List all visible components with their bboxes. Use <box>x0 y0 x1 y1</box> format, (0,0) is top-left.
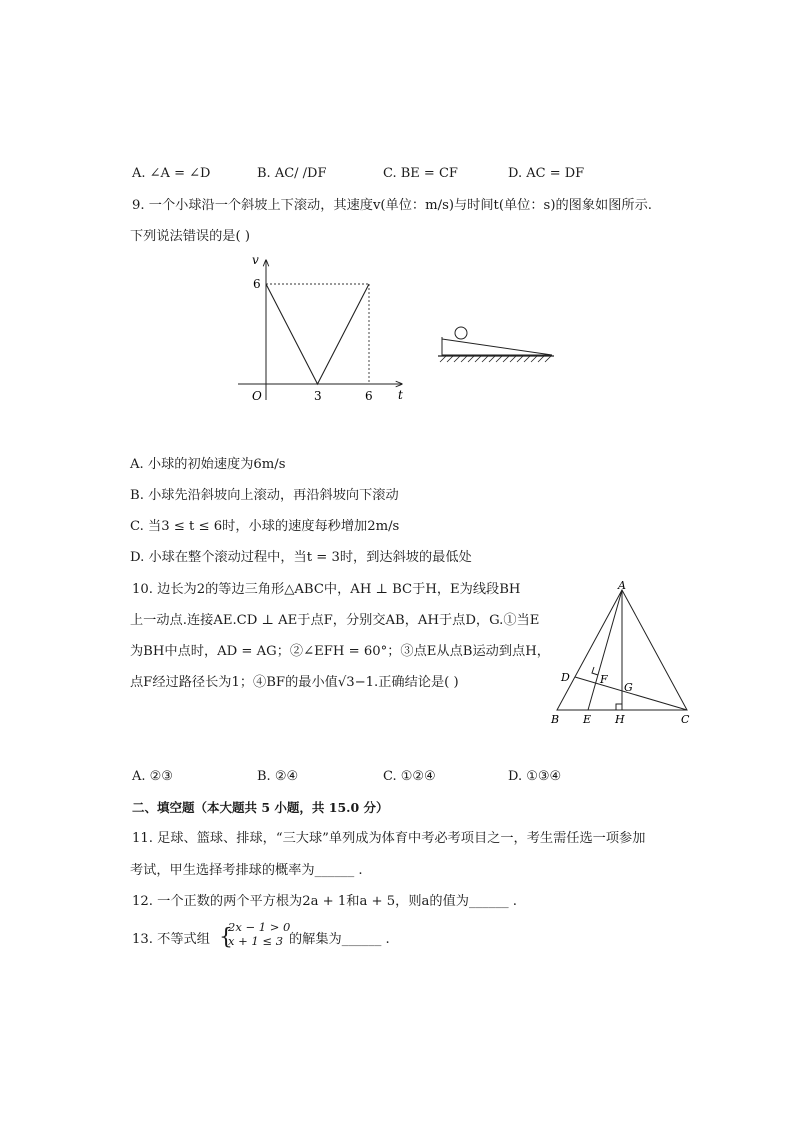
q10-option-c: C. ①②④ <box>383 769 436 784</box>
svg-text:G: G <box>624 681 633 694</box>
q10-stem-line3: 为BH中点时，AD = AG；②∠EFH = 60°；③点E从点B运动到点H， <box>130 644 550 659</box>
q9-option-d: D. 小球在整个滚动过程中，当t = 3时，到达斜坡的最低处 <box>130 550 472 565</box>
q8-option-b: B. AC/ /DF <box>257 166 327 181</box>
q13-prefix: 13. 不等式组 <box>132 932 210 947</box>
inequality-row-2: x + 1 ≤ 3 <box>228 934 284 948</box>
q10-stem-line4: 点F经过路径长为1；④BF的最小值√3−1.正确结论是( ) <box>130 675 459 690</box>
v-axis-label: v <box>252 253 259 267</box>
q9-stem-line2: 下列说法错误的是( ) <box>130 229 250 244</box>
q13-suffix: 的解集为______ . <box>289 932 390 947</box>
section-heading: 二、填空题（本大题共 5 小题，共 15.0 分） <box>132 800 389 815</box>
svg-text:C: C <box>681 713 690 726</box>
svg-text:A: A <box>618 580 626 592</box>
svg-text:D: D <box>561 671 570 684</box>
slope-illustration <box>432 322 560 368</box>
ball-icon <box>455 327 467 339</box>
q11-stem-line2: 考试，甲生选择考排球的概率为______ . <box>130 863 363 878</box>
inequality-row-1: 2x − 1 > 0 <box>228 920 291 934</box>
q12-stem: 12. 一个正数的两个平方根为2a + 1和a + 5，则a的值为______ . <box>132 894 517 909</box>
q9-option-a: A. 小球的初始速度为6m/s <box>130 457 286 472</box>
y-tick-label: 6 <box>253 277 261 291</box>
right-angle-h-icon <box>616 704 622 710</box>
segment-ae <box>588 590 622 710</box>
ground-hatch-icon <box>440 356 551 362</box>
right-angle-f-icon <box>592 667 598 675</box>
q9-option-c: C. 当3 ≤ t ≤ 6时，小球的速度每秒增加2m/s <box>130 519 400 534</box>
brace-icon: { <box>219 925 233 950</box>
q8-option-c: C. BE = CF <box>383 166 458 181</box>
q10-stem-line2: 上一动点.连接AE.CD ⊥ AE于点F，分别交AB，AH于点D，G.①当E <box>130 613 540 628</box>
x-tick-label-6: 6 <box>365 389 373 403</box>
q9-stem-line1: 9. 一个小球沿一个斜坡上下滚动，其速度v(单位：m/s)与时间t(单位：s)的图象如图所示. <box>132 198 652 213</box>
inequality-system <box>228 920 290 948</box>
q8-option-d: D. AC = DF <box>508 166 585 181</box>
origin-label: O <box>252 389 262 403</box>
t-axis-label: t <box>398 388 403 402</box>
q10-option-d: D. ①③④ <box>508 769 562 784</box>
svg-text:F: F <box>600 673 608 686</box>
q10-option-a: A. ②③ <box>132 769 173 784</box>
q10-option-b: B. ②④ <box>257 769 299 784</box>
velocity-time-graph <box>230 250 410 410</box>
triangle-figure <box>545 580 695 732</box>
svg-text:E: E <box>583 713 592 726</box>
q9-option-b: B. 小球先沿斜坡向上滚动，再沿斜坡向下滚动 <box>130 488 399 503</box>
x-tick-label-3: 3 <box>314 389 322 403</box>
q8-option-a: A. ∠A = ∠D <box>132 166 211 181</box>
svg-text:H: H <box>615 713 625 726</box>
q11-stem-line1: 11. 足球、篮球、排球，“三大球”单列成为体育中考必考项目之一，考生需任选一项参加 <box>132 831 646 846</box>
svg-text:B: B <box>551 713 560 726</box>
slope-icon <box>442 337 552 355</box>
q10-stem-line1: 10. 边长为2的等边三角形△ABC中，AH ⊥ BC于H，E为线段BH <box>132 582 521 597</box>
series-line <box>266 284 369 384</box>
